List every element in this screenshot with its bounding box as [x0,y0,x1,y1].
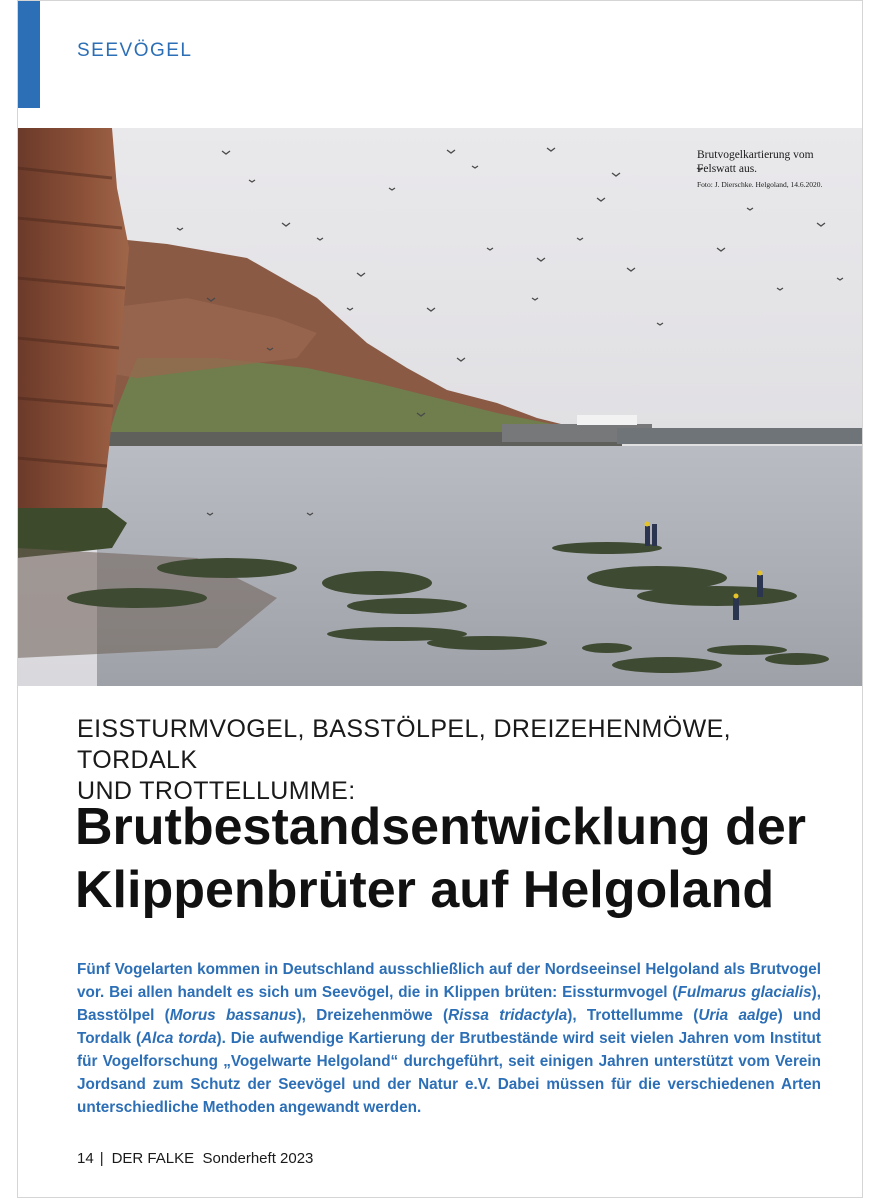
hero-photo [17,128,863,686]
species-name: Fulmarus glacialis [677,984,812,1001]
section-label: SEEVÖGEL [77,40,193,61]
species-name: Morus bassanus [169,1007,297,1024]
intro-text: Fünf Vogelarten kommen in Deutschland ausschließlich auf der Nordseeinsel Helgoland als Brutvogel vor. Bei allen handelt es sich um Seevögel, die in Klippen brüten: Eissturmvogel ( [77,961,821,1001]
kicker-line-1: EISSTURMVOGEL, BASSTÖLPEL, DREIZEHENMÖWE, TORDALK [77,715,732,774]
photo-caption [697,148,847,190]
photo-credit: Foto: J. Dierschke. Helgoland, 14.6.2020. [697,180,823,189]
article-title [75,796,855,922]
intro-text: ), Trottellumme ( [567,1007,699,1024]
page-footer [77,1150,313,1167]
photo-caption-text: Brutvogelkartierung vom Felswatt aus. [697,149,814,175]
species-name: Uria aalge [698,1007,778,1024]
issue-name: Sonderheft 2023 [202,1150,314,1167]
article-kicker [77,714,837,807]
intro-text: ). Die aufwendige Kartierung der Brutbestände wird seit vielen Jahren vom Institut für Vogelforschung „Vogelwarte Helgoland“ durchgeführt, seit einigen Jahren unterstützt vom Verein Jordsand zum Schutz der Seevögel und der Natur e.V. Dabei müssen für die verschiedenen Arten unterschiedliche Methoden angewandt werden. [77,1030,821,1116]
intro-text: ) und Tordalk ( [77,1007,822,1047]
kicker-line-2: UND TROTTELLUMME: [77,777,356,805]
footer-separator: | [99,1150,104,1167]
magazine-name: DER FALKE [111,1150,195,1167]
page-number: 14 [77,1150,94,1167]
intro-text: ), Basstölpel ( [77,984,821,1024]
section-color-bar [17,0,40,108]
species-name: Alca torda [141,1030,217,1047]
species-name: Rissa tridactyla [448,1007,568,1024]
intro-text: ), Dreizehenmöwe ( [296,1007,449,1024]
title-line-2: Klippenbrüter auf Helgoland [75,861,775,919]
article-intro [77,958,821,1119]
title-line-1: Brutbestandsentwicklung der [75,798,806,856]
